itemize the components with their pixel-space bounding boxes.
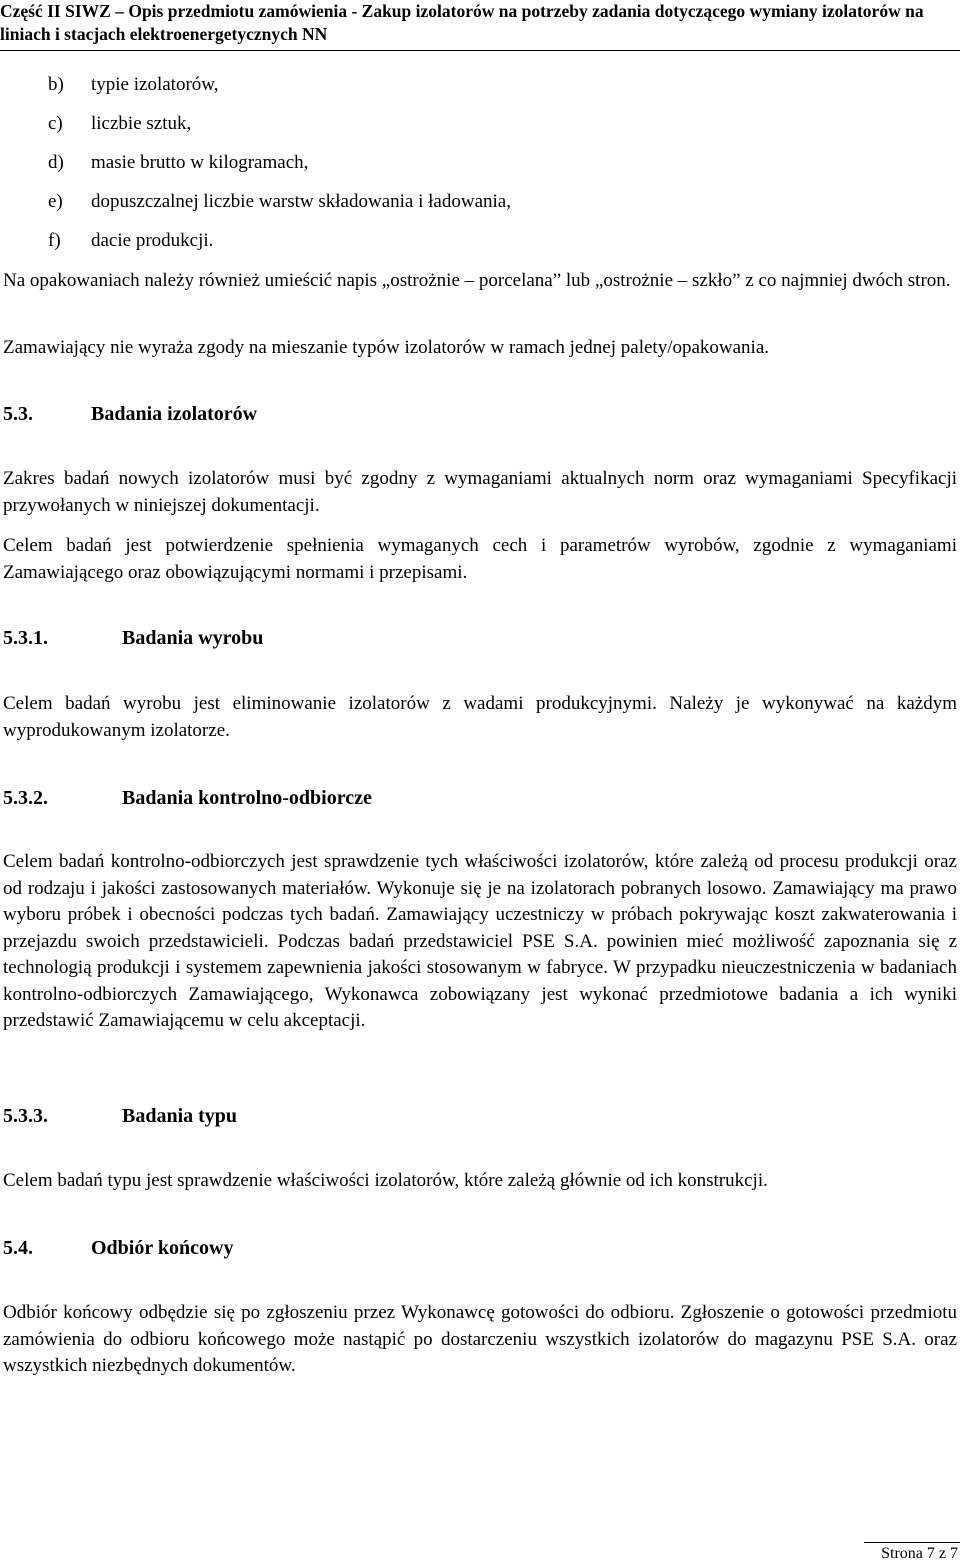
section-5-3-paragraph-2: Celem badań jest potwierdzenie spełnienia wymaganych cech i parametrów wyrobów, zgodnie z wymaganiami Zamawiającego oraz obowiązującymi normami i przepisami. xyxy=(3,535,957,583)
list-item xyxy=(0,228,960,267)
section-5-3-3-paragraph: Celem badań typu jest sprawdzenie właściwości izolatorów, które zależą głównie od ich konstrukcji. xyxy=(3,1170,768,1191)
section-heading-5-3 xyxy=(3,401,257,427)
page-number: Strona 7 z 7 xyxy=(881,1545,958,1562)
section-heading-5-3-2 xyxy=(3,785,372,811)
section-heading-5-3-3 xyxy=(3,1103,237,1129)
header-line-1: Część II SIWZ – Opis przedmiotu zamówienia - Zakup izolatorów na potrzeby zadania dotyczącego wymiany izolatorów na xyxy=(0,1,924,21)
list-item xyxy=(0,72,960,111)
list-item xyxy=(0,111,960,150)
section-number: 5.3.3. xyxy=(3,1105,48,1127)
section-5-3-1-paragraph: Celem badań wyrobu jest eliminowanie izolatorów z wadami produkcyjnymi. Należy je wykonywać na każdym wyprodukowanym izolatorze. xyxy=(3,693,957,741)
packaging-note-paragraph: Na opakowaniach należy również umieścić napis „ostrożnie – porcelana” lub „ostrożnie – szkło” z co najmniej dwóch stron. xyxy=(3,270,951,291)
section-number: 5.3.1. xyxy=(3,627,48,649)
section-title: Badania typu xyxy=(122,1105,238,1127)
list-marker: d) xyxy=(48,152,64,173)
no-mixing-paragraph: Zamawiający nie wyraża zgody na mieszanie typów izolatorów w ramach jednej palety/opakowania. xyxy=(3,337,770,358)
list-text: dopuszczalnej liczbie warstw składowania i ładowania, xyxy=(91,191,511,212)
section-5-4-paragraph: Odbiór końcowy odbędzie się po zgłoszeniu przez Wykonawcę gotowości do odbioru. Zgłoszenie o gotowości przedmiotu zamówienia do odbioru końcowego może nastąpić po dostarczeniu wszystkich izolatorów do magazynu PSE S.A. oraz wszystkich niezbędnych dokumentów. xyxy=(3,1302,957,1376)
header-line-2: liniach i stacjach elektroenergetycznych NN xyxy=(0,24,328,44)
section-number: 5.4. xyxy=(3,1237,33,1259)
list-text: dacie produkcji. xyxy=(91,230,214,251)
section-title: Badania izolatorów xyxy=(91,403,258,425)
section-5-3-2-paragraph: Celem badań kontrolno-odbiorczych jest sprawdzenie tych właściwości izolatorów, które zależą od procesu produkcji oraz od rodzaju i jakości zastosowanych materiałów. Wykonuje się je na izolatorach pobranych losowo. Zamawiający ma prawo wyboru próbek i obecności podczas tych badań. Zamawiający uczestniczy w próbach pokrywając koszt zakwaterowania i przejazdu swoich przedstawicieli. Podczas badań przedstawiciel PSE S.A. powinien mieć możliwość zapoznania się z technologią produkcji i systemem zapewnienia jakości stosowanym w fabryce. W przypadku nieuczestniczenia w badaniach kontrolno-odbiorczych Zamawiającego, Wykonawca zobowiązany jest wykonać przedmiotowe badania a ich wyniki przedstawić Zamawiającemu w celu akceptacji. xyxy=(3,851,957,1031)
list-item xyxy=(0,189,960,228)
section-5-3-paragraph-1: Zakres badań nowych izolatorów musi być zgodny z wymaganiami aktualnych norm oraz wymaganiami Specyfikacji przywołanych w niniejszej dokumentacji. xyxy=(3,468,957,516)
section-number: 5.3. xyxy=(3,403,33,425)
section-heading-5-4 xyxy=(3,1235,233,1261)
list-marker: c) xyxy=(48,113,63,134)
page-header xyxy=(0,0,960,46)
section-title: Badania kontrolno-odbiorcze xyxy=(122,787,372,809)
list-text: masie brutto w kilogramach, xyxy=(91,152,309,173)
list-marker: b) xyxy=(48,74,64,95)
header-divider xyxy=(0,50,960,51)
footer-divider xyxy=(864,1542,960,1543)
list-text: liczbie sztuk, xyxy=(91,113,192,134)
list-text: typie izolatorów, xyxy=(91,74,219,95)
label-info-list xyxy=(0,72,960,267)
section-title: Odbiór końcowy xyxy=(91,1237,234,1259)
section-number: 5.3.2. xyxy=(3,787,48,809)
section-heading-5-3-1 xyxy=(3,625,263,651)
list-item xyxy=(0,150,960,189)
list-marker: f) xyxy=(48,230,61,251)
list-marker: e) xyxy=(48,191,63,212)
section-title: Badania wyrobu xyxy=(122,627,264,649)
